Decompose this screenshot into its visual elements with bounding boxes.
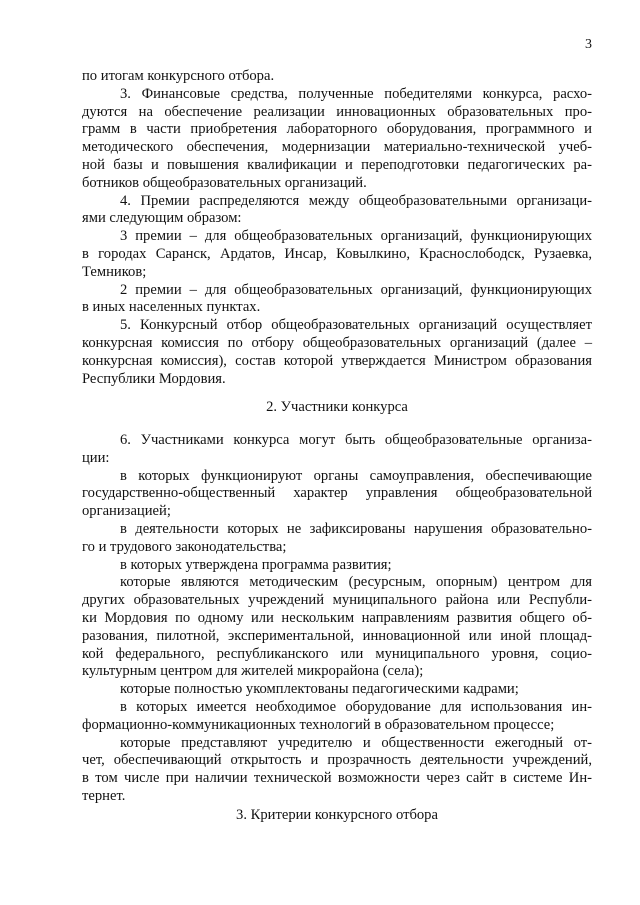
text-line: по итогам конкурсного отбора. <box>82 68 275 84</box>
text-line: 4. Премии распределяются между общеобразовательными организаци- <box>120 192 592 209</box>
text-line: ботников общеобразовательных организаций. <box>82 174 367 191</box>
text-line: формационно-коммуникационных технологий в образовательном процессе; <box>82 716 555 733</box>
text-line: ки Мордовия по одному или нескольким направлениям развития общего об- <box>82 609 592 626</box>
text-line: ями следующим образом: <box>82 210 242 227</box>
text-line: в городах Саранск, Ардатов, Инсар, Ковылкино, Краснослободск, Рузаевка, <box>82 245 592 262</box>
text-line: го и трудового законодательства; <box>82 538 287 555</box>
text-line: в иных населенных пунктах. <box>82 299 261 316</box>
text-line: 5. Конкурсный отбор общеобразовательных организаций осуществляет <box>120 317 592 334</box>
text-line: в которых имеется необходимое оборудование для использования ин- <box>120 698 592 715</box>
text-line: государственно-общественный характер управления общеобразовательной <box>82 485 592 502</box>
text-line: других образовательных учреждений муниципального района или Республи- <box>82 592 592 609</box>
text-line: 2 премии – для общеобразовательных организаций, функционирующих <box>120 281 592 298</box>
text-line: организацией; <box>82 503 171 520</box>
section-heading-criteria: 3. Критерии конкурсного отбора <box>236 807 438 823</box>
text-line: разования, пилотной, экспериментальной, инновационной или иной площад- <box>82 627 592 644</box>
text-line: 6. Участниками конкурса могут быть общеобразовательные организа- <box>120 432 592 448</box>
text-line: в том числе при наличии технической возможности через сайт в системе Ин- <box>82 770 592 787</box>
text-block-section-1 <box>82 68 592 388</box>
text-line: кой федерального, республиканского или муниципального уровня, социо- <box>82 645 592 662</box>
text-line: Темников; <box>82 263 147 280</box>
text-line: ции: <box>82 449 110 466</box>
text-line: Республики Мордовия. <box>82 370 226 387</box>
text-line: в которых утверждена программа развития; <box>120 556 392 573</box>
text-line: 3 премии – для общеобразовательных организаций, функционирующих <box>120 228 592 245</box>
text-block-section-2 <box>82 432 592 806</box>
text-line: тернет. <box>82 787 126 804</box>
text-line: 3. Финансовые средства, полученные победителями конкурса, расхо- <box>120 85 592 102</box>
text-line: которые представляют учредителю и общественности ежегодный от- <box>120 734 592 751</box>
text-line: чет, обеспечивающий открытость и прозрачность деятельности учреждений, <box>82 752 592 769</box>
text-line: в которых функционируют органы самоуправления, обеспечивающие <box>120 467 592 484</box>
text-line: которые полностью укомплектованы педагогическими кадрами; <box>120 681 519 698</box>
text-line: в деятельности которых не зафиксированы нарушения образовательно- <box>120 520 592 537</box>
text-line: грамм в части приобретения лабораторного оборудования, программного и <box>82 121 592 138</box>
text-line: ной базы и повышения квалификации и переподготовки педагогических ра- <box>82 156 592 173</box>
text-line: которые являются методическим (ресурсным, опорным) центром для <box>120 574 592 591</box>
text-line: конкурсная комиссия по отбору общеобразовательных организаций (далее – <box>82 334 592 351</box>
text-line: методического обеспечения, модернизации материально-технической учеб- <box>82 139 592 156</box>
text-line: дуются на обеспечение реализации инновационных образовательных про- <box>82 103 592 120</box>
page-number: 3 <box>585 37 592 52</box>
section-heading-participants: 2. Участники конкурса <box>266 399 408 415</box>
text-line: культурным центром для жителей микрорайона (села); <box>82 663 424 680</box>
text-line: конкурсная комиссия), состав которой утверждается Министром образования <box>82 352 592 369</box>
